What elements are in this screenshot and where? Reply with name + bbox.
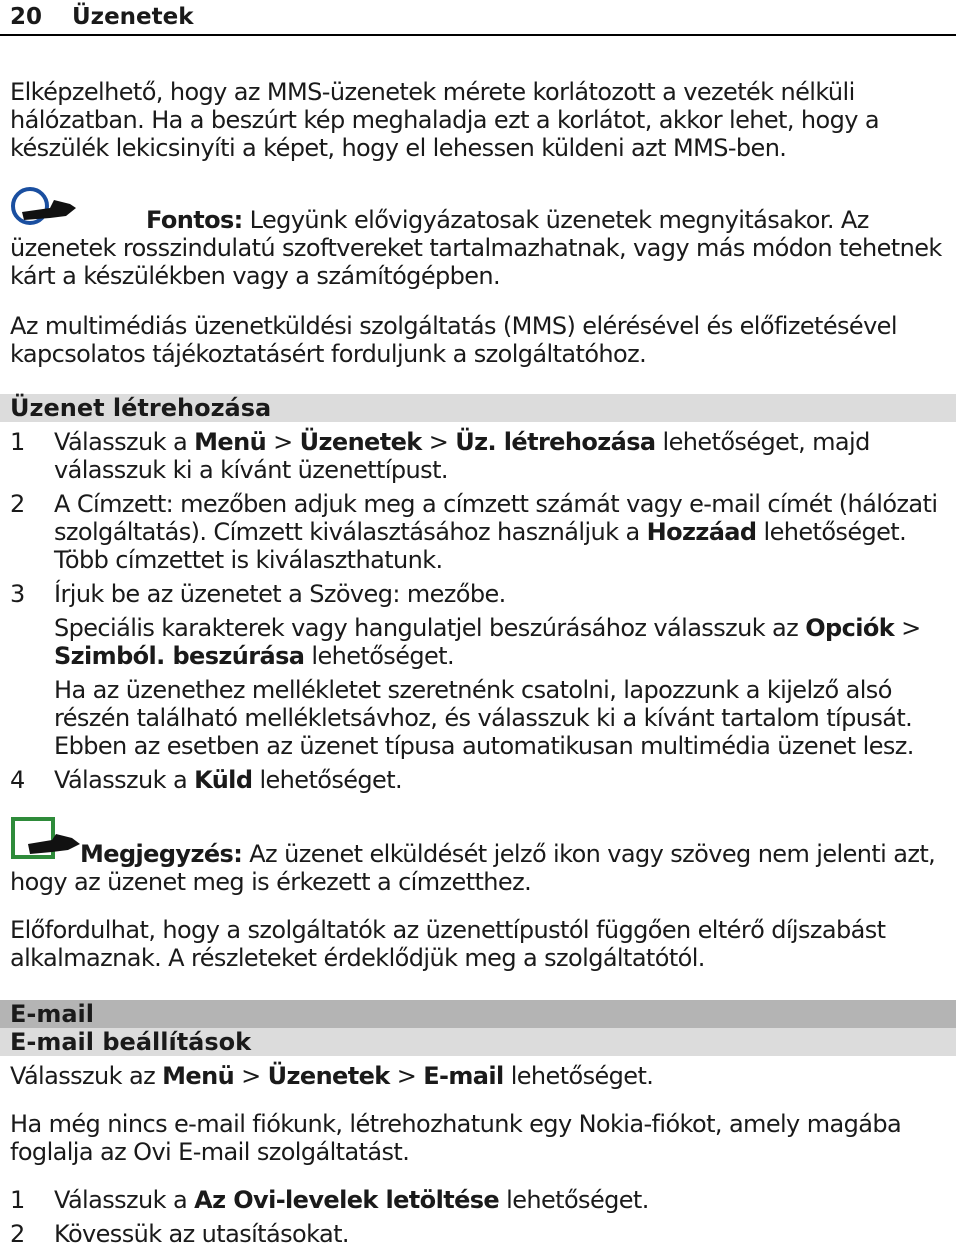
section-header-email: E-mail <box>0 1000 956 1028</box>
note-text: Az üzenet elküldését jelző ikon vagy szöveg nem jelenti azt, hogy az üzenet meg is érkezett a címzetthez. <box>10 840 936 896</box>
step-number: 2 <box>10 490 25 518</box>
section-subheader-email-settings: E-mail beállítások <box>0 1028 956 1056</box>
step-text: Válasszuk a Menü > Üzenetek > Üz. létrehozása lehetőséget, majd válasszuk ki a kívánt üzenettípust. <box>54 428 870 484</box>
intro-paragraph: Elképzelhető, hogy az MMS-üzenetek mérete korlátozott a vezeték nélküli hálózatban. Ha a beszúrt kép meghaladja ezt a korlátot, akkor lehet, hogy a készülék lekicsinyíti a képet, hogy el lehessen küldeni azt MMS-ben. <box>10 78 879 162</box>
menu-path-messages: Üzenetek <box>267 1062 390 1090</box>
step-text: Válasszuk a Küld lehetőséget. <box>54 766 403 794</box>
add-option: Hozzáad <box>646 518 757 546</box>
send-option: Küld <box>194 766 253 794</box>
step-number: 2 <box>10 1220 25 1248</box>
email-path-paragraph: Válasszuk az Menü > Üzenetek > E-mail lehetőséget. <box>10 1062 654 1090</box>
menu-path-messages: Üzenetek <box>299 428 422 456</box>
page-number: 20 <box>10 4 43 30</box>
step-text: Speciális karakterek vagy hangulatjel beszúrásához válasszuk az Opciók > Szimból. beszúrása lehetőséget. <box>54 614 921 670</box>
mms-info-paragraph: Az multimédiás üzenetküldési szolgáltatás (MMS) elérésével és előfizetésével kapcsolatos tájékoztatásért forduljunk a szolgáltatóhoz. <box>10 312 897 368</box>
menu-path-menu: Menü <box>162 1062 235 1090</box>
chapter-title: Üzenetek <box>72 4 194 30</box>
step-number: 3 <box>10 580 25 608</box>
note-label: Megjegyzés: <box>80 840 243 868</box>
menu-path-create: Üz. létrehozása <box>455 428 656 456</box>
important-label: Fontos: <box>146 206 243 234</box>
step-text: Válasszuk a Az Ovi-levelek letöltése lehetőséget. <box>54 1186 649 1214</box>
important-text: Legyünk elővigyázatosak üzenetek megnyitásakor. Az üzenetek rosszindulatú szoftvereket tartalmazhatnak, vagy más módon tehetnek kárt a készülékben vagy a számítógépben. <box>10 206 942 290</box>
important-notice <box>10 206 954 290</box>
step-text: Írjuk be az üzenetet a Szöveg: mezőbe. <box>54 580 506 608</box>
insert-symbol-option: Szimból. beszúrása <box>54 642 305 670</box>
email-account-paragraph: Ha még nincs e-mail fiókunk, létrehozhatunk egy Nokia-fiókot, amely magába foglalja az Ovi E-mail szolgáltatást. <box>10 1110 902 1166</box>
options-menu: Opciók <box>805 614 895 642</box>
menu-path-menu: Menü <box>194 428 267 456</box>
page-header <box>0 0 956 36</box>
note-block <box>10 840 954 896</box>
menu-path-email: E-mail <box>423 1062 504 1090</box>
step-text: Ha az üzenethez mellékletet szeretnénk csatolni, lapozzunk a kijelző alsó részén található mellékletsávhoz, és válasszuk ki a kívánt tartalom típusát. Ebben az esetben az üzenet típusa automatikusan multimédia üzenet lesz. <box>54 676 914 760</box>
step-number: 4 <box>10 766 25 794</box>
step-number: 1 <box>10 1186 25 1214</box>
section-header-create-message: Üzenet létrehozása <box>0 394 956 422</box>
ovi-mail-download-option: Az Ovi-levelek letöltése <box>194 1186 500 1214</box>
step-number: 1 <box>10 428 25 456</box>
step-text: A Címzett: mezőben adjuk meg a címzett számát vagy e-mail címét (hálózati szolgáltatás). Címzett kiválasztásához használjuk a Hozzáad lehetőséget. Több címzettet is kiválaszthatunk. <box>54 490 938 574</box>
step-text: Kövessük az utasításokat. <box>54 1220 349 1248</box>
charges-paragraph: Előfordulhat, hogy a szolgáltatók az üzenettípustól függően eltérő díjszabást alkalmaznak. A részleteket érdeklődjük meg a szolgáltatótól. <box>10 916 886 972</box>
